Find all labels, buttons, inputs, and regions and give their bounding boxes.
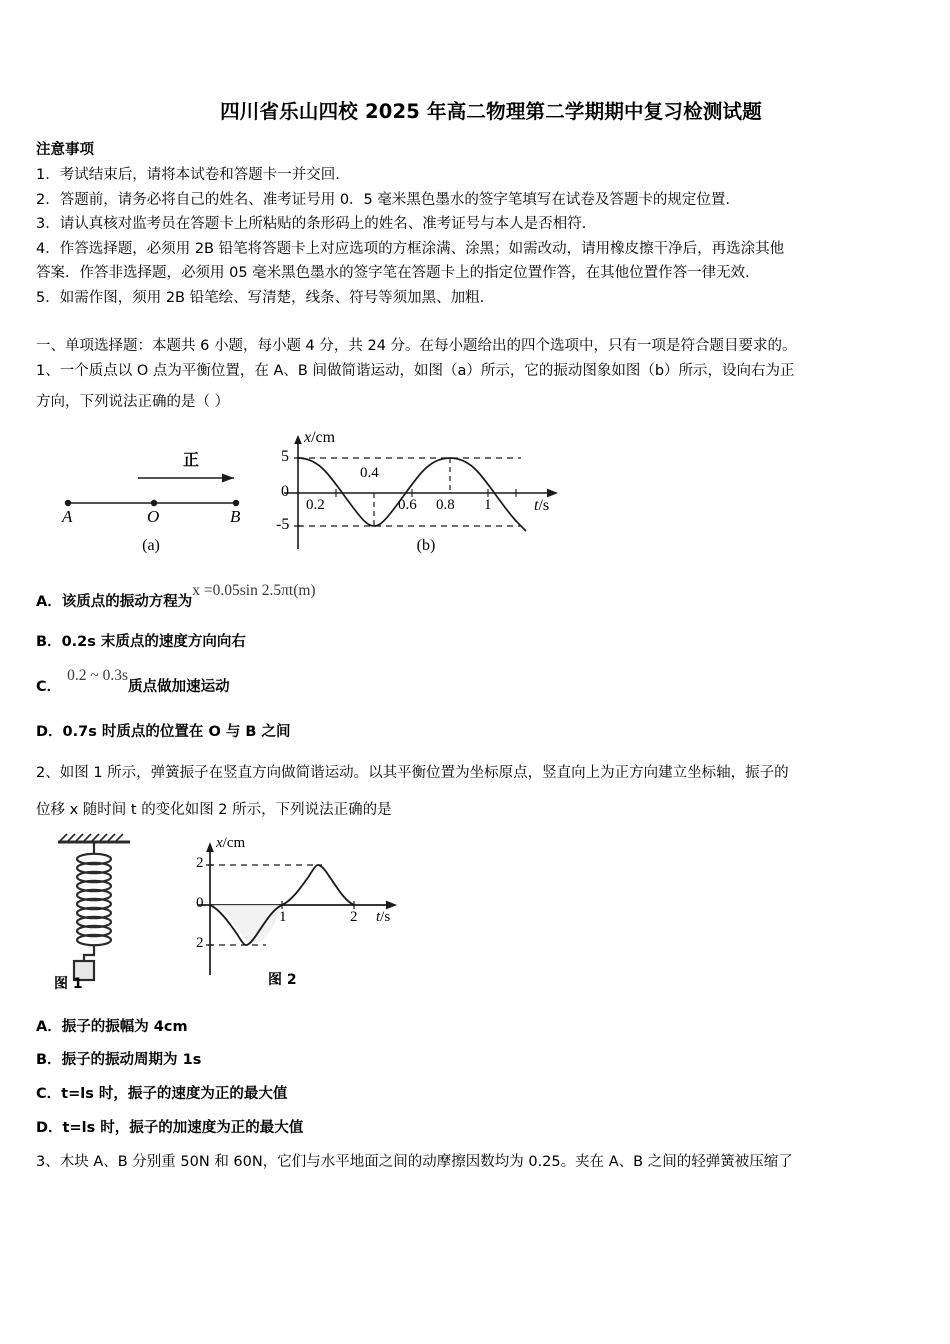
- q2-option-C-label: C．: [36, 1086, 62, 1102]
- question-1-figures: [36, 427, 916, 579]
- figure-a-direction-label: 正: [183, 450, 200, 469]
- q2-option-D-label: D．: [36, 1120, 63, 1136]
- question-2-option-A[interactable]: [36, 1011, 916, 1043]
- question-2-figures: [36, 833, 916, 1011]
- question-1-stem-line-1: 1、一个质点以 O 点为平衡位置，在 A、B 间做简谐运动，如图（a）所示，它的振动图象如图（b）所示，设向右为正: [36, 363, 795, 379]
- notice-item: 2．答题前，请务必将自己的姓名、准考证号用 0．5 毫米黑色墨水的签字笔填写在试卷及答题卡的规定位置.: [36, 191, 730, 208]
- option-C-label: C．: [36, 679, 62, 695]
- figure-b-xtick-08: 0.8: [436, 497, 455, 513]
- figure-b-ytick-5: 5: [281, 448, 289, 465]
- question-2-option-C[interactable]: [36, 1077, 916, 1111]
- figure-2-ytick-0: 0: [196, 895, 204, 911]
- question-3-stem-line-1: 3、木块 A、B 分别重 50N 和 60N，它们与水平地面之间的动摩擦因数均为 0.25。夹在 A、B 之间的轻弹簧被压缩了: [36, 1154, 793, 1170]
- figure-b-caption: (b): [416, 537, 436, 554]
- section-heading: 一、单项选择题：本题共 6 小题，每小题 4 分，共 24 分。在每小题给出的四个选项中，只有一项是符合题目要求的。: [36, 338, 797, 354]
- notice-item: 1．考试结束后，请将本试卷和答题卡一并交回.: [36, 167, 340, 183]
- figure-2-y-axis-label: x/cm: [216, 835, 246, 851]
- notice-item: 4．作答选择题，必须用 2B 铅笔将答题卡上对应选项的方框涂满、涂黑；如需改动，请用橡皮擦干净后，再选涂其他: [36, 240, 785, 257]
- figure-b-xtick-06: 0.6: [398, 497, 417, 513]
- figure-b-ytick-minus5: -5: [276, 516, 290, 533]
- question-2-stem-line-1: 2、如图 1 所示，弹簧振子在竖直方向做简谐运动。以其平衡位置为坐标原点，竖直向上为正方向建立坐标轴，振子的: [36, 765, 789, 781]
- notice-item: 5．如需作图，须用 2B 铅笔绘、写清楚，线条、符号等须加黑、加粗.: [36, 289, 485, 306]
- figure-2-caption: 图 2: [268, 972, 297, 988]
- figure-2-ytick-minus2: 2: [196, 935, 204, 951]
- option-A-text: 该质点的振动方程为: [61, 594, 193, 610]
- figure-b: [276, 427, 586, 577]
- figure-2: [194, 833, 444, 1009]
- q2-option-D-text: t=ls 时，振子的加速度为正的最大值: [62, 1120, 304, 1136]
- figure-b-xtick-02: 0.2: [306, 497, 325, 513]
- question-2-stem-line-2: 位移 x 随时间 t 的变化如图 2 所示，下列说法正确的是: [36, 802, 392, 818]
- figure-2-xtick-1: 1: [279, 909, 287, 925]
- figure-b-ytick-0: 0: [281, 483, 289, 500]
- option-D-label: D．: [36, 724, 63, 740]
- figure-1: [48, 833, 188, 1009]
- question-2-option-B[interactable]: [36, 1043, 916, 1077]
- q2-option-A-label: A．: [36, 1019, 62, 1035]
- question-1-option-B[interactable]: [36, 619, 916, 665]
- notice-item: 3．请认真核对监考员在答题卡上所粘贴的条形码上的姓名、准考证号与本人是否相符.: [36, 216, 587, 232]
- question-1-stem-line-2: 方向，下列说法正确的是（ ）: [36, 394, 230, 410]
- notice-heading: 注意事项: [36, 142, 94, 158]
- question-1-option-C[interactable]: [36, 665, 916, 709]
- figure-b-xtick-1: 1: [484, 497, 492, 513]
- figure-b-xtick-04: 0.4: [360, 465, 379, 481]
- figure-2-chart: [194, 833, 444, 985]
- figure-1-drawing: [48, 833, 178, 985]
- figure-a-point-O: O: [147, 507, 160, 526]
- question-1-option-A[interactable]: [36, 582, 916, 619]
- option-A-label: A．: [36, 594, 62, 610]
- figure-a-point-A: A: [62, 507, 73, 526]
- option-B-text: 0.2s 末质点的速度方向向右: [61, 634, 246, 650]
- option-A-formula: x =0.05sin 2.5πt(m): [192, 582, 316, 599]
- q2-option-B-label: B．: [36, 1052, 62, 1068]
- figure-a: [46, 427, 286, 577]
- q2-option-C-text: t=ls 时，振子的速度为正的最大值: [61, 1086, 288, 1102]
- figure-1-caption: 图 1: [54, 976, 83, 992]
- figure-b-y-axis-label: x/cm: [304, 429, 336, 446]
- figure-2-x-axis-label: t/s: [376, 909, 391, 925]
- figure-2-ytick-2: 2: [196, 855, 204, 871]
- figure-a-point-B: B: [230, 507, 241, 526]
- question-1-option-D[interactable]: [36, 709, 916, 755]
- figure-b-x-axis-label: t/s: [534, 497, 550, 514]
- document-body: [36, 96, 916, 1179]
- q2-option-A-text: 振子的振幅为 4cm: [61, 1019, 188, 1035]
- option-C-formula: 0.2 ~ 0.3s: [67, 667, 129, 684]
- figure-a-caption: (a): [142, 537, 160, 554]
- page-title: 四川省乐山四校 2025 年高二物理第二学期期中复习检测试题: [220, 100, 762, 123]
- figure-b-y-unit: /cm: [311, 429, 336, 446]
- option-C-text: 质点做加速运动: [128, 679, 230, 695]
- figure-a-drawing: [46, 427, 286, 551]
- figure-2-xtick-2: 2: [350, 909, 358, 925]
- option-D-text: 0.7s 时质点的位置在 O 与 B 之间: [62, 724, 291, 740]
- q2-option-B-text: 振子的振动周期为 1s: [61, 1052, 202, 1068]
- question-2-option-D[interactable]: [36, 1111, 916, 1145]
- option-B-label: B．: [36, 634, 62, 650]
- notice-item: 答案．作答非选择题，必须用 05 毫米黑色墨水的签字笔在答题卡上的指定位置作答，在其他位置作答一律无效.: [36, 265, 750, 281]
